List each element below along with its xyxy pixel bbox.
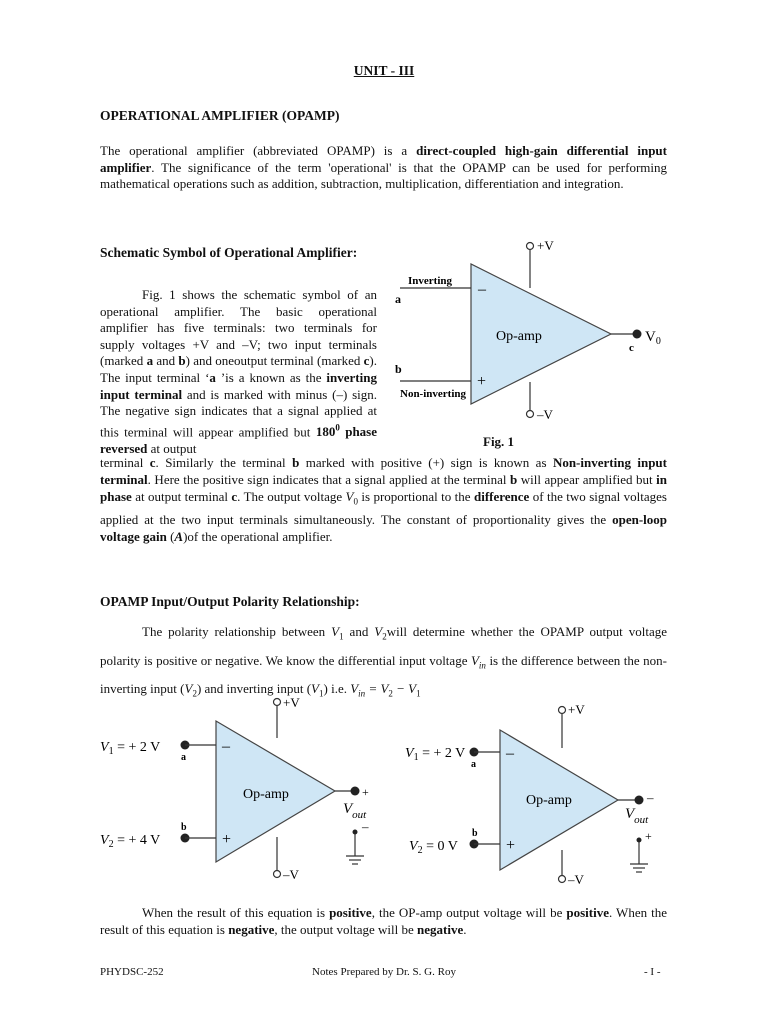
cont-1: terminal xyxy=(100,455,150,470)
pol-4: ) and inverting input ( xyxy=(196,681,312,697)
pol-3: is the difference between the non-inverting input ( xyxy=(100,652,667,697)
fig2-a-label: a xyxy=(181,752,186,763)
intro-paragraph xyxy=(100,143,667,193)
schem-phase-sup: 0 xyxy=(335,422,340,433)
schem-t4: ’is a known as the xyxy=(215,369,327,385)
fig3-plus-terminal-icon xyxy=(559,707,566,714)
pol-1: The polarity relationship between xyxy=(142,624,332,639)
unit-title: UNIT - III xyxy=(353,63,415,78)
section-heading-opamp: OPERATIONAL AMPLIFIER (OPAMP) xyxy=(100,108,340,123)
fig1-output-node-icon xyxy=(633,330,642,339)
fig1-minus-v: –V xyxy=(537,407,553,422)
cont-v0: V xyxy=(345,489,354,504)
fig2-v1-sub: 1 xyxy=(108,746,114,757)
fig3-opamp-diagram xyxy=(400,700,680,895)
cont-6: at output terminal xyxy=(131,489,232,504)
fig2-out-top-sign: + xyxy=(362,785,369,799)
pol-eq-minus: − V xyxy=(392,681,417,697)
pol-v1s: 1 xyxy=(339,631,344,642)
cont-A: A xyxy=(174,528,184,544)
fig2-b-label: b xyxy=(181,822,187,833)
pol-eq-mid: = V xyxy=(365,681,389,697)
schem-b: b xyxy=(178,353,186,369)
cont-c: c xyxy=(149,455,156,470)
fig3-v2-label xyxy=(409,839,458,856)
pol-and: and xyxy=(343,624,375,639)
fig1-b-label: b xyxy=(395,362,402,376)
intro-bold: direct-coupled high-gain differential input amplifier xyxy=(100,143,667,175)
fig3-opamp-body-label: Op-amp xyxy=(526,793,572,808)
schem-phase-rest: phase reversed xyxy=(100,424,378,456)
pol-v1b: V xyxy=(311,681,319,697)
intro-text-1: The operational amplifier (abbreviated OPAMP) is a xyxy=(100,143,417,158)
fig3-output-node-icon xyxy=(635,796,644,805)
cont-10: ( xyxy=(166,528,175,544)
pol-eq-1: 1 xyxy=(416,688,421,699)
pol-eq-s: in xyxy=(358,688,366,699)
cont-c2: c xyxy=(231,489,238,504)
cont-4: . Here the positive sign indicates that a signal applied at the terminal xyxy=(147,472,511,487)
fig1-minus-terminal-icon xyxy=(527,411,534,418)
fig1-noninverting-label: Non-inverting xyxy=(400,388,466,400)
intro-text-2: . The significance of the term 'operational' is that the OPAMP can be used for performing mathematical operations such as addition, subtraction, multiplication, differentiation and integration. xyxy=(100,159,667,191)
fig3-vout-v: V xyxy=(625,806,635,822)
fig3-plus-v: +V xyxy=(568,702,585,717)
res-4: , the output voltage will be xyxy=(274,921,418,937)
fig2-minus-sign: – xyxy=(222,738,230,755)
pol-2: will determine whether the OPAMP output voltage polarity is positive or negative. We know the differential input voltage xyxy=(100,624,667,668)
fig1-plus-terminal-icon xyxy=(527,243,534,250)
fig2-v1-v: V xyxy=(100,740,109,755)
pol-v1sb: 1 xyxy=(319,688,324,699)
fig1-opamp-diagram xyxy=(390,236,680,456)
fig2-vout-sub: out xyxy=(352,809,367,821)
fig3-v1-val: = + 2 V xyxy=(418,746,466,761)
polarity-heading: OPAMP Input/Output Polarity Relationship: xyxy=(100,594,360,609)
pol-v1: V xyxy=(331,624,340,639)
fig3-b-label: b xyxy=(472,828,478,839)
fig3-v1-sub: 1 xyxy=(413,752,419,763)
fig2-v1-label xyxy=(100,740,160,757)
fig2-plus-v: +V xyxy=(283,695,300,710)
pol-vins: in xyxy=(478,660,486,671)
cont-inphase: in phase xyxy=(100,472,668,504)
pol-v2: V xyxy=(374,624,383,639)
pol-v2b: V xyxy=(184,681,193,697)
schem-t2: ) and oneoutput terminal (marked xyxy=(185,353,364,369)
fig3-minus-terminal-icon xyxy=(559,876,566,883)
footer-page-number: - I - xyxy=(644,966,661,978)
schem-a: a xyxy=(146,353,154,369)
fig3-v1-label xyxy=(405,746,465,763)
schem-a2: a xyxy=(209,369,216,385)
fig1-minus-sign: – xyxy=(478,281,486,298)
fig1-caption: Fig. 1 xyxy=(483,434,515,449)
result-paragraph xyxy=(100,905,667,938)
cont-b: b xyxy=(292,455,300,470)
cont-3: marked with positive (+) sign is known as xyxy=(299,455,553,470)
schem-phase-num: 180 xyxy=(315,424,336,440)
schematic-continuation xyxy=(100,454,667,545)
res-neg2: negative xyxy=(417,921,464,937)
res-pos: positive xyxy=(329,905,372,920)
schematic-heading: Schematic Symbol of Operational Amplifier: xyxy=(100,245,358,260)
cont-diff: difference xyxy=(473,489,530,504)
cont-v0-sub: 0 xyxy=(353,496,358,507)
fig3-plus-sign: + xyxy=(506,837,516,854)
pol-5: ) i.e. xyxy=(323,681,351,697)
fig2-v2-label xyxy=(100,833,160,850)
schem-and: and xyxy=(153,353,179,369)
cont-7: . The output voltage xyxy=(237,489,346,504)
cont-2: . Similarly the terminal xyxy=(155,455,293,470)
fig2-v2-v: V xyxy=(100,833,109,848)
fig2-plus-terminal-icon xyxy=(274,699,281,706)
fig3-v2-val: = 0 V xyxy=(422,839,458,854)
fig1-plus-sign: + xyxy=(477,373,487,390)
fig2-opamp-diagram xyxy=(100,692,390,887)
pol-eq-2: 2 xyxy=(388,688,393,699)
fig1-plus-v: +V xyxy=(537,238,554,253)
fig3-vout-sub: out xyxy=(634,814,649,826)
cont-11: )of the operational amplifier. xyxy=(183,528,333,544)
schem-t5: and is marked with minus (–) sign. The negative sign indicates that a signal applied at this terminal will appear amplified but xyxy=(100,386,377,440)
res-1: When the result of this equation is xyxy=(142,905,330,920)
fig2-vout-v: V xyxy=(343,801,353,817)
cont-8: is proportional to the xyxy=(357,489,474,504)
cont-5: will appear amplified but xyxy=(517,472,657,487)
res-pos2: positive xyxy=(566,905,609,920)
cont-noninv: Non-inverting input terminal xyxy=(100,455,667,487)
fig1-opamp-body-label: Op-amp xyxy=(496,329,542,344)
schem-t3: ). The input terminal ‘ xyxy=(100,353,377,385)
pol-vin: V xyxy=(470,652,479,668)
res-neg: negative xyxy=(228,921,275,937)
fig2-minus-terminal-icon xyxy=(274,871,281,878)
schem-inv: inverting input terminal xyxy=(100,369,377,402)
res-5: . xyxy=(463,921,467,937)
schem-t1: Fig. 1 shows the schematic symbol of an operational amplifier. The basic operational amplifier has five terminals: two terminals for supply voltages +V and –V; two input terminals (marked xyxy=(100,287,377,369)
fig3-out-top-sign: – xyxy=(647,790,654,805)
fig3-a-label: a xyxy=(471,759,476,770)
fig2-plus-sign: + xyxy=(222,831,232,848)
fig2-output-node-icon xyxy=(351,787,360,796)
footer-notes: Notes Prepared by Dr. S. G. Roy xyxy=(312,966,456,978)
pol-v2s: 2 xyxy=(382,631,387,642)
fig3-v2-v: V xyxy=(409,839,418,854)
fig3-minus-sign: – xyxy=(506,745,514,762)
fig3-minus-v: –V xyxy=(568,872,584,887)
fig1-out-sub: 0 xyxy=(655,336,661,347)
fig2-v1-val: = + 2 V xyxy=(113,740,161,755)
fig2-v2-sub: 2 xyxy=(108,839,114,850)
schem-c: c xyxy=(363,353,370,369)
schem-t6: at output xyxy=(147,440,197,456)
res-2: , the OP-amp output voltage will be xyxy=(371,905,567,920)
footer-code: PHYDSC-252 xyxy=(100,966,164,978)
fig3-vout-label xyxy=(625,806,649,826)
cont-9: of the two signal voltages applied at the two input terminals simultaneously. The constant of proportionality gives the xyxy=(100,489,667,527)
fig2-minus-v: –V xyxy=(283,867,299,882)
fig2-vout-label xyxy=(343,801,367,821)
fig1-out-v: V xyxy=(645,329,656,345)
fig3-v1-v: V xyxy=(405,746,414,761)
fig1-c-label: c xyxy=(629,342,634,354)
fig3-v2-sub: 2 xyxy=(417,845,423,856)
fig2-opamp-body-label: Op-amp xyxy=(243,787,289,802)
fig3-out-bot-sign: + xyxy=(645,829,652,843)
res-3: . When the result of this equation is xyxy=(100,905,667,937)
fig2-v2-val: = + 4 V xyxy=(113,833,161,848)
pol-v2sb: 2 xyxy=(192,688,197,699)
schematic-paragraph xyxy=(100,287,377,457)
fig2-out-bot-sign: – xyxy=(362,819,369,834)
fig1-output-label xyxy=(645,329,661,347)
pol-eq: V xyxy=(350,681,359,697)
cont-gain: open-loop voltage gain xyxy=(100,511,667,544)
cont-b2: b xyxy=(510,472,518,487)
fig1-inverting-label: Inverting xyxy=(408,275,452,287)
fig1-a-label: a xyxy=(395,292,401,306)
